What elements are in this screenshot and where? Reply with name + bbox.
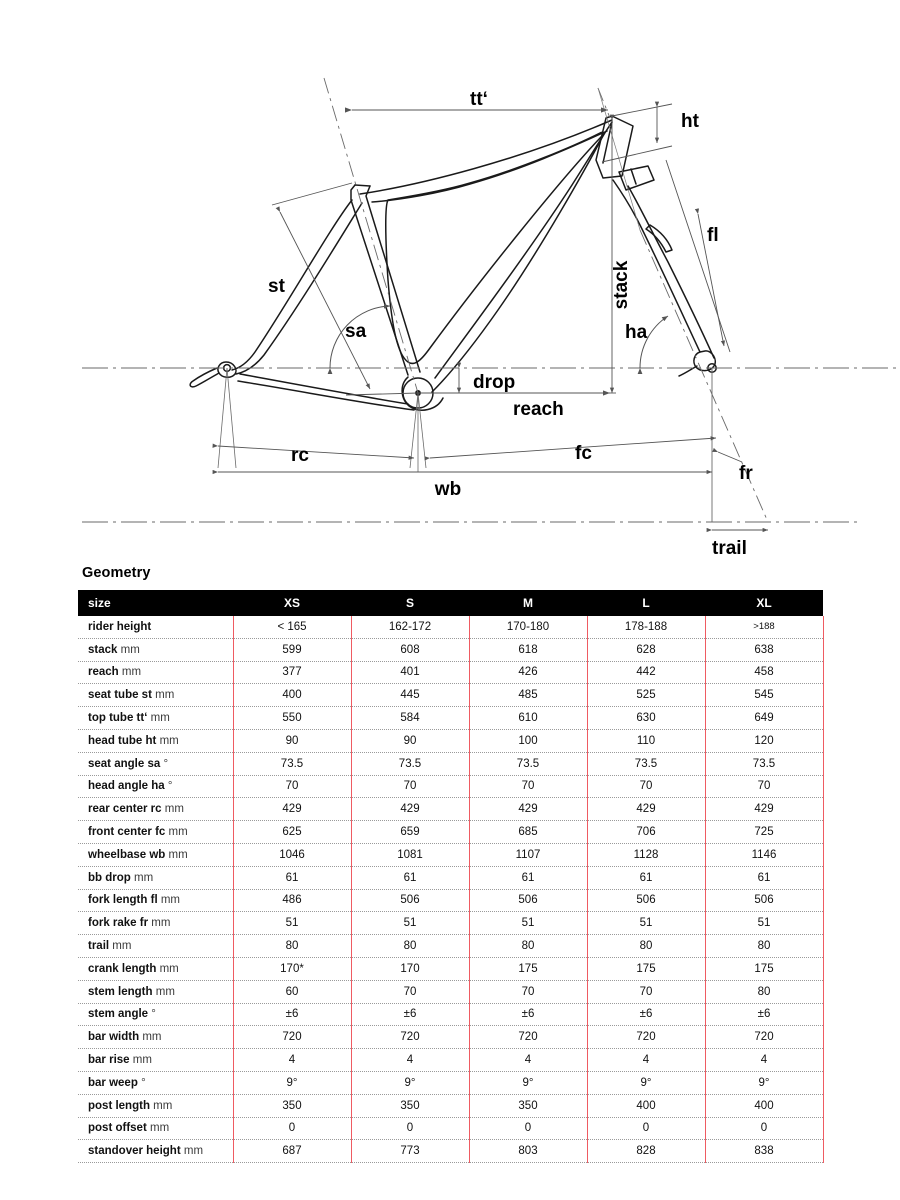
table-row [78,729,823,752]
col-header-s: S [351,590,469,616]
row-label [78,752,233,775]
row-label-unit: mm [153,1099,173,1112]
cell-value: ±6 [233,1003,351,1026]
row-label-key: reach [88,666,119,679]
cell-value: 51 [469,912,587,935]
cell-value: 61 [587,866,705,889]
label-tt: tt‘ [470,89,488,110]
label-rc: rc [291,445,309,466]
cell-value: 400 [587,1094,705,1117]
cell-value: 73.5 [233,752,351,775]
cell-value: 4 [233,1049,351,1072]
cell-value: 51 [351,912,469,935]
cell-value: 720 [705,1026,823,1049]
cell-value: 73.5 [351,752,469,775]
cell-value: 630 [587,707,705,730]
table-body [78,616,823,1163]
cell-value: 720 [233,1026,351,1049]
row-label [78,798,233,821]
row-label [78,707,233,730]
cell-value: 162-172 [351,616,469,638]
row-label-key: fork rake fr [88,917,149,930]
row-label-unit: mm [132,1054,152,1067]
row-label-key: crank length [88,962,157,975]
row-label [78,866,233,889]
label-fc: fc [575,443,592,464]
table-row [78,935,823,958]
row-label-unit: mm [151,917,171,930]
cell-value: 1046 [233,843,351,866]
cell-value: 70 [469,980,587,1003]
label-st: st [268,276,285,297]
cell-value: 706 [587,821,705,844]
col-header-size: size [78,590,233,616]
cell-value: 625 [233,821,351,844]
geometry-diagram [0,0,900,570]
cell-value: 377 [233,661,351,684]
row-label-unit: mm [149,1122,170,1135]
label-ht: ht [681,111,699,132]
row-label [78,843,233,866]
row-label-unit: mm [164,803,184,816]
cell-value: 80 [705,935,823,958]
table-row [78,889,823,912]
cell-value: 51 [705,912,823,935]
cell-value: 525 [587,684,705,707]
cell-value: 649 [705,707,823,730]
cell-value: 506 [587,889,705,912]
geometry-section [78,565,823,1163]
row-label-unit: mm [155,985,175,998]
table-row [78,661,823,684]
cell-value: 70 [587,980,705,1003]
cell-value: 1146 [705,843,823,866]
cell-value: 506 [705,889,823,912]
row-label-unit: mm [155,689,175,702]
cell-value: 445 [351,684,469,707]
cell-value: 0 [233,1117,351,1140]
cell-value: 0 [587,1117,705,1140]
cell-value: 0 [469,1117,587,1140]
table-row [78,684,823,707]
row-label [78,661,233,684]
row-label-key: front center fc [88,826,166,839]
row-label-key: top tube tt‘ [88,712,148,725]
cell-value: 9° [233,1071,351,1094]
cell-value: 773 [351,1140,469,1163]
table-row [78,1026,823,1049]
row-label-unit: mm [112,940,132,953]
row-label-key: standover height [88,1145,181,1158]
row-label-key: wheelbase wb [88,848,166,861]
row-label [78,729,233,752]
row-label-key: stack [88,643,118,656]
table-row [78,798,823,821]
cell-value: 80 [469,935,587,958]
cell-value: 70 [233,775,351,798]
table-row [78,775,823,798]
label-drop: drop [473,372,516,393]
cell-value: ±6 [351,1003,469,1026]
table-row [78,707,823,730]
row-label [78,957,233,980]
row-label [78,1117,233,1140]
cell-value: 1081 [351,843,469,866]
cell-value: 178-188 [587,616,705,638]
row-label-key: head tube ht [88,734,157,747]
cell-value: 0 [705,1117,823,1140]
cell-value: 61 [469,866,587,889]
cell-value: 442 [587,661,705,684]
cell-value: 100 [469,729,587,752]
table-row [78,912,823,935]
cell-value: 838 [705,1140,823,1163]
row-label-unit: mm [168,848,188,861]
row-label-unit: mm [168,826,188,839]
row-label-unit: mm [134,871,154,884]
cell-value: 429 [469,798,587,821]
cell-value: 608 [351,638,469,661]
row-label-key: post length [88,1099,150,1112]
row-label-key: seat angle sa [88,757,161,770]
table-row [78,616,823,638]
cell-value: 400 [705,1094,823,1117]
label-reach: reach [513,399,564,420]
row-label-unit: ° [151,1008,156,1021]
cell-value: ±6 [705,1003,823,1026]
cell-value: 828 [587,1140,705,1163]
row-label-unit: mm [183,1145,204,1158]
cell-value: 4 [705,1049,823,1072]
cell-value: 685 [469,821,587,844]
cell-value: 70 [705,775,823,798]
table-row [78,752,823,775]
cell-value: 170* [233,957,351,980]
cell-value: 0 [351,1117,469,1140]
row-label-key: rider height [88,620,152,633]
row-label [78,935,233,958]
cell-value: 175 [705,957,823,980]
cell-value: 170-180 [469,616,587,638]
row-label [78,821,233,844]
cell-value: 599 [233,638,351,661]
row-label-key: post offset [88,1122,147,1135]
cell-value: 170 [351,957,469,980]
label-fl: fl [707,225,719,246]
cell-value: < 165 [233,616,351,638]
row-label-key: rear center rc [88,803,162,816]
row-label [78,1026,233,1049]
cell-value: 70 [351,980,469,1003]
label-ha: ha [625,322,648,343]
cell-value: 61 [233,866,351,889]
cell-value: 458 [705,661,823,684]
row-label-unit: mm [150,712,170,725]
cell-value: 4 [587,1049,705,1072]
label-fr: fr [739,463,753,484]
table-row [78,821,823,844]
cell-value: 90 [233,729,351,752]
row-label [78,1094,233,1117]
cell-value: 720 [351,1026,469,1049]
cell-value: 350 [351,1094,469,1117]
cell-value: ±6 [469,1003,587,1026]
row-label [78,912,233,935]
cell-value: 73.5 [705,752,823,775]
row-label-unit: mm [159,734,179,747]
row-label-unit: mm [121,666,142,679]
label-sa: sa [345,321,367,342]
row-label-key: bar rise [88,1054,130,1067]
row-label-unit: ° [141,1076,146,1089]
row-label-unit: mm [159,962,179,975]
cell-value: 506 [351,889,469,912]
cell-value: 350 [233,1094,351,1117]
cell-value: ±6 [587,1003,705,1026]
row-label-unit: ° [167,780,173,793]
cell-value: 350 [469,1094,587,1117]
row-label-key: bb drop [88,871,131,884]
cell-value: 429 [233,798,351,821]
table-row [78,1117,823,1140]
row-label [78,616,233,638]
table-row [78,843,823,866]
cell-value: 429 [351,798,469,821]
cell-value: 1128 [587,843,705,866]
cell-value: 610 [469,707,587,730]
cell-value: 175 [469,957,587,980]
cell-value: >188 [705,616,823,638]
label-stack: stack [611,260,632,310]
row-label-key: stem angle [88,1008,149,1021]
col-header-xs: XS [233,590,351,616]
cell-value: 120 [705,729,823,752]
col-header-m: M [469,590,587,616]
cell-value: 687 [233,1140,351,1163]
cell-value: 429 [587,798,705,821]
cell-value: 4 [469,1049,587,1072]
cell-value: 584 [351,707,469,730]
row-label [78,684,233,707]
row-label-key: bar weep [88,1076,138,1089]
row-label-unit: mm [142,1031,162,1044]
cell-value: 90 [351,729,469,752]
col-header-l: L [587,590,705,616]
row-label [78,1003,233,1026]
cell-value: 80 [351,935,469,958]
row-label-unit: mm [160,894,181,907]
cell-value: 400 [233,684,351,707]
table-row [78,1094,823,1117]
cell-value: 60 [233,980,351,1003]
table-row [78,866,823,889]
cell-value: 9° [469,1071,587,1094]
row-label-key: head angle ha [88,780,165,793]
geometry-table [78,590,824,1163]
frame-outline [190,116,716,410]
cell-value: 61 [705,866,823,889]
row-label-key: bar width [88,1031,140,1044]
table-row [78,1071,823,1094]
cell-value: 80 [233,935,351,958]
row-label-key: stem length [88,985,153,998]
cell-value: 9° [587,1071,705,1094]
cell-value: 486 [233,889,351,912]
row-label-unit: ° [163,757,169,770]
cell-value: 175 [587,957,705,980]
cell-value: 61 [351,866,469,889]
label-wb: wb [434,479,462,500]
cell-value: 720 [587,1026,705,1049]
row-label-unit: mm [120,643,140,656]
cell-value: 9° [351,1071,469,1094]
table-row [78,980,823,1003]
table-row [78,1003,823,1026]
page-title: Geometry [82,565,151,581]
table-row [78,1049,823,1072]
row-label-key: seat tube st [88,689,152,702]
row-label-key: trail [88,940,110,953]
cell-value: 628 [587,638,705,661]
cell-value: 73.5 [587,752,705,775]
row-label [78,1140,233,1163]
row-label [78,638,233,661]
label-trail: trail [712,538,747,559]
col-header-xl: XL [705,590,823,616]
row-label-key: fork length fl [88,894,158,907]
cell-value: 70 [351,775,469,798]
cell-value: 110 [587,729,705,752]
row-label [78,1071,233,1094]
cell-value: 426 [469,661,587,684]
cell-value: 506 [469,889,587,912]
cell-value: 80 [587,935,705,958]
row-label [78,1049,233,1072]
table-row [78,1140,823,1163]
cell-value: 70 [469,775,587,798]
table-row [78,957,823,980]
row-label [78,889,233,912]
cell-value: 401 [351,661,469,684]
cell-value: 720 [469,1026,587,1049]
cell-value: 73.5 [469,752,587,775]
cell-value: 80 [705,980,823,1003]
cell-value: 725 [705,821,823,844]
table-row [78,638,823,661]
row-label [78,980,233,1003]
cell-value: 429 [705,798,823,821]
cell-value: 545 [705,684,823,707]
cell-value: 1107 [469,843,587,866]
cell-value: 51 [233,912,351,935]
cell-value: 550 [233,707,351,730]
cell-value: 9° [705,1071,823,1094]
cell-value: 4 [351,1049,469,1072]
cell-value: 618 [469,638,587,661]
cell-value: 659 [351,821,469,844]
table-header-row [78,590,823,616]
cell-value: 485 [469,684,587,707]
construction-lines [82,78,900,522]
cell-value: 51 [587,912,705,935]
row-label [78,775,233,798]
cell-value: 638 [705,638,823,661]
cell-value: 70 [587,775,705,798]
cell-value: 803 [469,1140,587,1163]
